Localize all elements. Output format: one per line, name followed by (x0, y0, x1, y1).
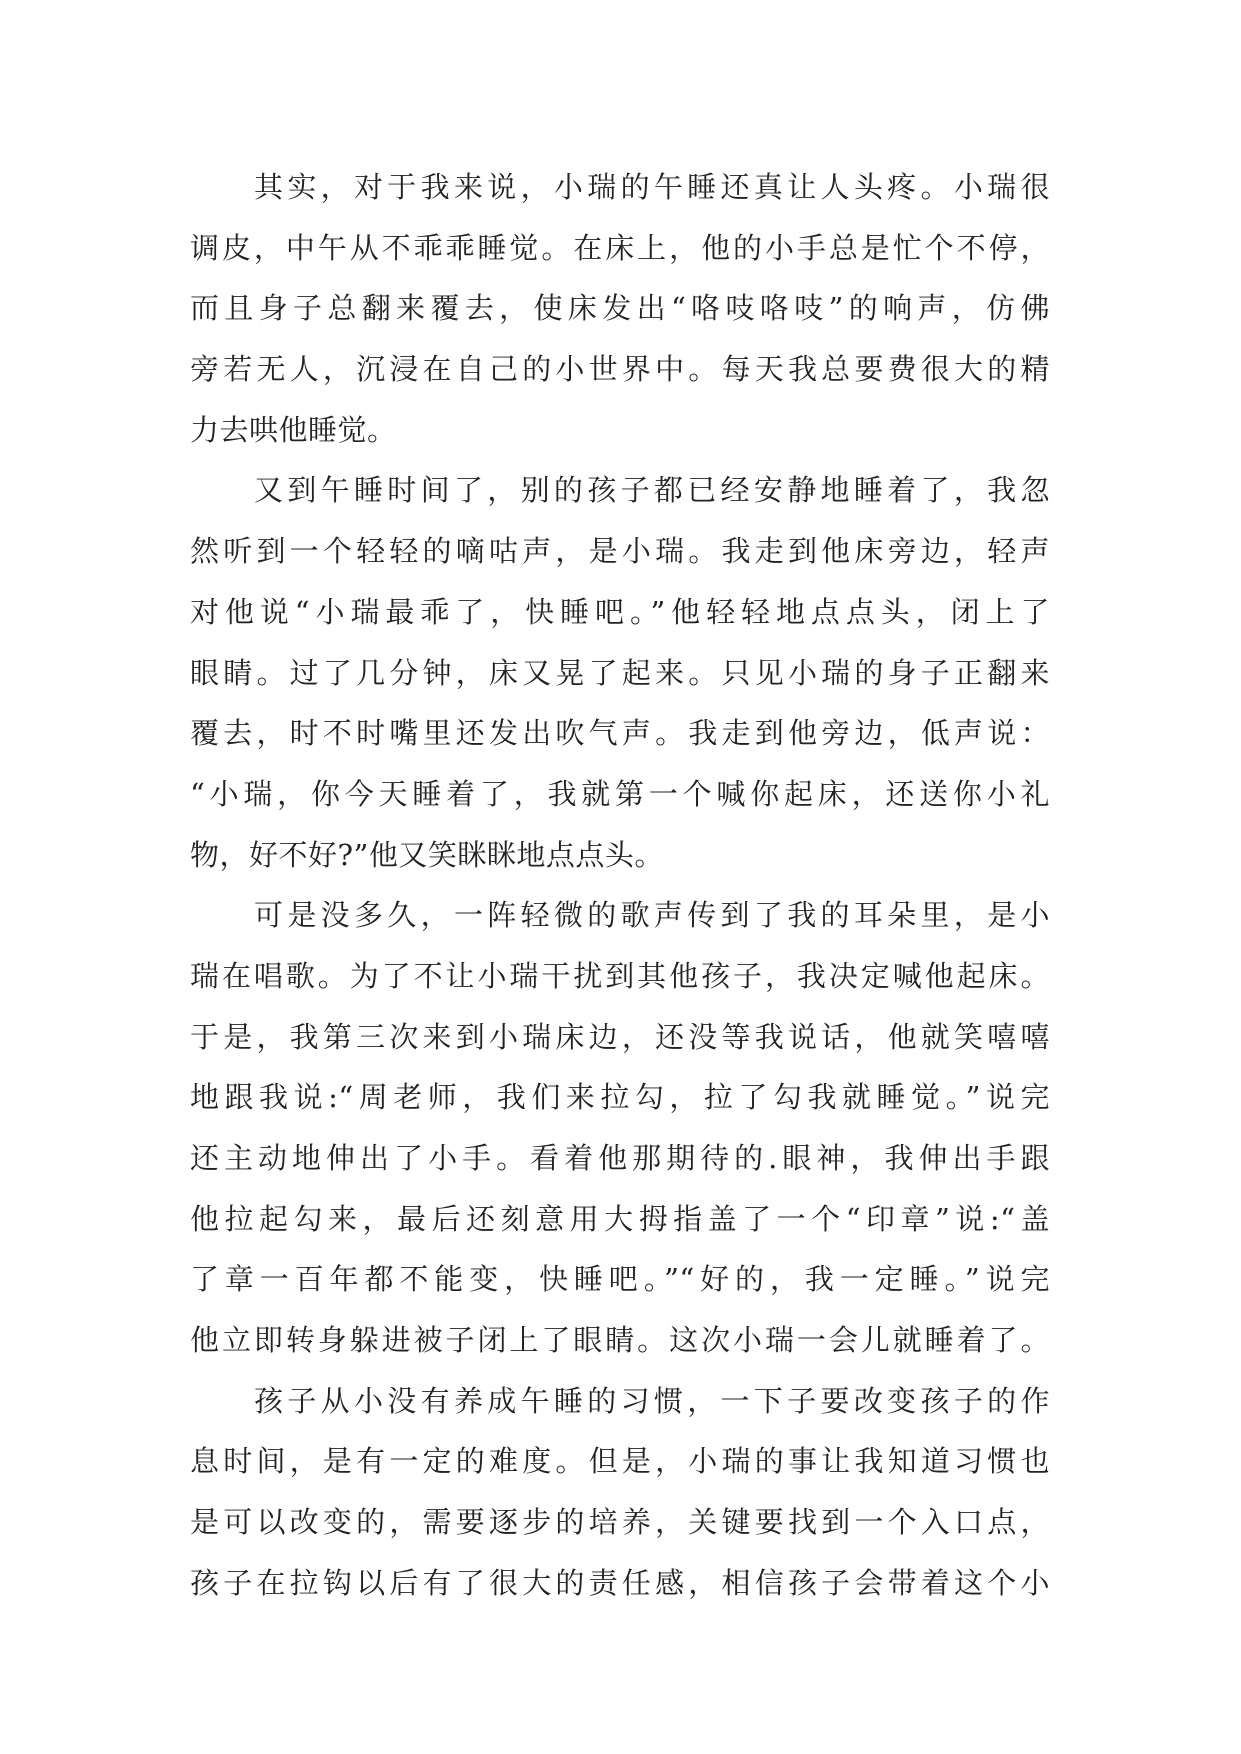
text-line: 孩子在拉钩以后有了很大的责任感，相信孩子会带着这个小 (190, 1565, 1050, 1600)
text-line: 力去哄他睡觉。 (190, 412, 397, 447)
text-line: 而且身子总翻来覆去，使床发出“咯吱咯吱”的响声，仿佛 (190, 291, 1050, 326)
text-line: 了章一百年都不能变，快睡吧。”“好的，我一定睡。”说完 (190, 1262, 1050, 1297)
document-body (190, 157, 1050, 1614)
text-line: 又到午睡时间了，别的孩子都已经安静地睡着了，我忽 (254, 473, 1050, 508)
text-line: 对他说“小瑞最乖了，快睡吧。”他轻轻地点点头，闭上了 (190, 594, 1050, 629)
text-line: 还主动地伸出了小手。看着他那期待的.眼神，我伸出手跟 (190, 1141, 1050, 1175)
text-line: 物，好不好?”他又笑眯眯地点点头。 (190, 837, 664, 872)
text-line: 然听到一个轻轻的嘀咕声，是小瑞。我走到他床旁边，轻声 (190, 534, 1050, 569)
text-line: 瑞在唱歌。为了不让小瑞干扰到其他孩子，我决定喊他起床。 (190, 958, 1050, 993)
text-line: 覆去，时不时嘴里还发出吹气声。我走到他旁边，低声说： (190, 716, 1050, 751)
text-line: 可是没多久，一阵轻微的歌声传到了我的耳朵里，是小 (254, 898, 1050, 933)
text-line: 于是，我第三次来到小瑞床边，还没等我说话，他就笑嘻嘻 (190, 1019, 1050, 1054)
text-line: 孩子从小没有养成午睡的习惯，一下子要改变孩子的作 (254, 1383, 1050, 1418)
paragraph (190, 885, 1050, 1371)
text-line: 旁若无人，沉浸在自己的小世界中。每天我总要费很大的精 (190, 352, 1050, 387)
text-line: 他拉起勾来，最后还刻意用大拇指盖了一个“印章”说:“盖 (190, 1201, 1050, 1236)
text-line: 调皮，中午从不乖乖睡觉。在床上，他的小手总是忙个不停， (190, 230, 1050, 265)
text-line: 眼睛。过了几分钟，床又晃了起来。只见小瑞的身子正翻来 (190, 655, 1050, 690)
paragraph (190, 157, 1050, 460)
text-line: 他立即转身躲进被子闭上了眼睛。这次小瑞一会儿就睡着了。 (190, 1323, 1050, 1358)
paragraph (190, 1371, 1050, 1614)
text-line: 地跟我说:“周老师，我们来拉勾，拉了勾我就睡觉。”说完 (190, 1080, 1050, 1115)
text-line: “小瑞，你今天睡着了，我就第一个喊你起床，还送你小礼 (190, 776, 1050, 811)
text-line: 是可以改变的，需要逐步的培养，关键要找到一个入口点， (190, 1505, 1050, 1540)
text-line: 息时间，是有一定的难度。但是，小瑞的事让我知道习惯也 (190, 1444, 1050, 1479)
text-line: 其实，对于我来说，小瑞的午睡还真让人头疼。小瑞很 (254, 170, 1050, 204)
paragraph (190, 460, 1050, 885)
